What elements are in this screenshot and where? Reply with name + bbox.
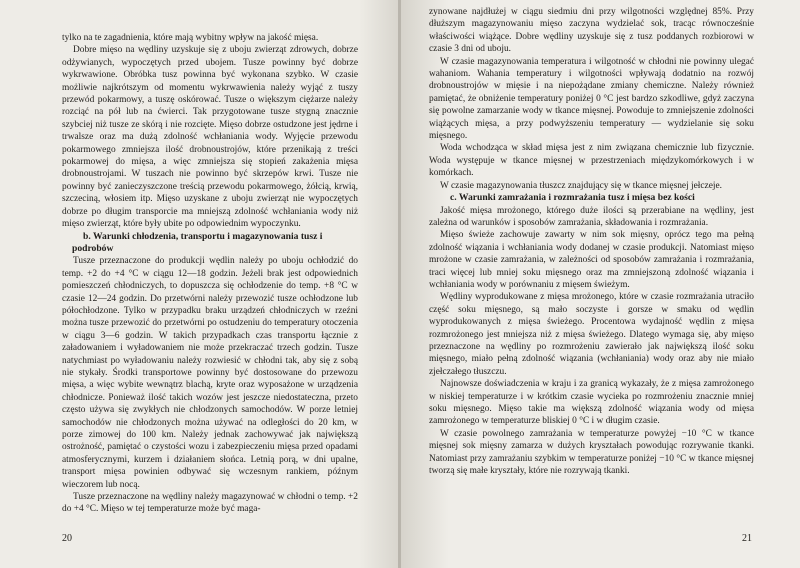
paragraph: Jakość mięsa mrożonego, którego duże ilości są przerabiane na wędliny, jest zależna od warunków i sposobów zamrażania, składowania i rozmrażania. xyxy=(429,205,754,228)
left-page-text xyxy=(62,32,358,516)
paragraph: tylko na te zagadnienia, które mają wybitny wpływ na jakość mięsa. xyxy=(62,33,319,43)
page-number: 21 xyxy=(742,533,752,544)
paragraph: Tusze przeznaczone na wędliny należy magazynować w chłodni o temp. +2 do +4 °C. Mięso w tej temperaturze może być maga- xyxy=(62,492,358,515)
section-heading-b: b. Warunki chłodzenia, transportu i magazynowania tusz i podrobów xyxy=(72,230,323,254)
paragraph: Mięso świeże zachowuje zawarty w nim sok mięsny, oprócz tego ma pełną zdolność wiązania i wchłaniania wody dodanej w czasie produkcji. Natomiast mięso mrożone w czasie zamrażania, w zależności od sposobów zamrażania i rozmrażania, traci więcej lub mniej soku mięsnego oraz ma zmniejszoną zdolność wiązania i wchłaniania wody w porównaniu z mięsem świeżym. xyxy=(429,230,754,290)
paragraph: W czasie powolnego zamrażania w temperaturze powyżej −10 °C w tkance mięsnej sok mięsny zamarza w dużych kryształach powodując rozrywanie tkanki. Natomiast przy zamrażaniu szybkim w temperaturze poniżej −10 °C w tkance mięsnej tworzą się małe kryształy, które nie rozrywają tkanki. xyxy=(429,428,754,477)
paragraph: Tusze przeznaczone do produkcji wędlin należy po uboju ochłodzić do temp. +2 do +4 °C w ciągu 12—18 godzin. Jeżeli brak jest odpowiednich pomieszczeń chłodniczych, to dopuszcza się ochłodzenie do temp. +8 °C w czasie 12—24 godzin. Do przetwórni należy przewozić tusze ochłodzone lub półochłodzone. Tylko w przypadku braku urządzeń chłodniczych w rzeźni można tusze przewozić do przetwórni po ostudzeniu do temperatury otoczenia w ciągu 3—6 godzin. W takich przypadkach czas transportu łącznie z załadowaniem i wyładowaniem nie może przekraczać trzech godzin. Tusze natychmiast po wyładowaniu należy rozwiesić w chłodni tak, aby się z sobą nie stykały. Środki transportowe powinny być dostosowane do przewozu mięsa, a więc wybite wewnątrz blachą, kryte oraz wyposażone w urządzenia chłodnicze. Ponieważ ilość takich wozów jest jeszcze niedostateczna, przeto często używa się zwykłych nie chłodzonych samochodów. W porze letniej samochodów nie chłodzonych można używać na odległości do 20 km, w porze zimowej do 100 km. Należy jednak zachowywać jak największą ostrożność, pamiętać o czystości wozu i zabezpieczeniu mięsa przed opadami atmosferycznymi, kurzem i działaniem słońca. Letnią porą, w dni upalne, transport mięsa powinien odbywać się wczesnym rankiem, późnym wieczorem lub nocą. xyxy=(62,256,358,490)
paragraph: W czasie magazynowania tłuszcz znajdujący się w tkance mięsnej jełczeje. xyxy=(440,180,722,191)
paragraph: Dobre mięso na wędliny uzyskuje się z uboju zwierząt zdrowych, dobrze odżywianych, wypoczętych przed ubojem. Tusze powinny być dobrze wykrwawione. Obróbka tusz powinna być wykonana szybko. W czasie możliwie najkrótszym od momentu wykrwawienia należy wyjąć z tuszy przewód pokarmowy, a tuszę oskórować. Tusze o większym ciężarze należy rozciąć na pół lub na ćwierci. Tak przygotowane tusze stygną znacznie szybciej niż tusze ze skórą i nie rozcięte. Mięso dobrze ostudzone jest jędrne i trwalsze oraz ma dużą zdolność wchłaniania wody. Wyjęcie przewodu pokarmowego zmniejsza ilość drobnoustrojów, które przenikają z treści pokarmowej do mięsa, a więc zmniejsza się stopień zakażenia mięsa drobnoustrojami. W tuszach nie powinno być skrzepów krwi. Tusze nie powinny być zanieczyszczone treścią przewodu pokarmowego, żółcią, krwią, szczeciną, włosiem itp. Mięso uzyskane z uboju zwierząt nie wypoczętych dobrze po długim transporcie ma mniejszą zdolność wchłaniania wody niż mięso zwierząt, które były ubite po odpowiednim wypoczynku. xyxy=(62,45,358,230)
page-number: 20 xyxy=(62,533,72,544)
left-page xyxy=(0,0,399,568)
paragraph: Najnowsze doświadczenia w kraju i za granicą wykazały, że z mięsa zamrożonego w niskiej temperaturze i w krótkim czasie wycieka po rozmrożeniu znacznie mniej soku mięsnego. Mięso takie ma większą zdolność wiązania wody od mięsa zamrożonego w temperaturze bliskiej 0 °C i w długim czasie. xyxy=(429,379,754,427)
paragraph: zynowane najdłużej w ciągu siedmiu dni przy wilgotności względnej 85%. Przy dłuższym magazynowaniu mięso zaczyna wydzielać sok, tracąc równocześnie właściwości wiążące. Dobre wędliny uzyskuje się z tusz poddanych rozbiorowi w czasie 3 dni od uboju. xyxy=(429,7,754,55)
paragraph: Woda wchodząca w skład mięsa jest z nim związana chemicznie lub fizycznie. Woda występuje w tkance mięsnej w przestrzeniach międzykomórkowych i w komórkach. xyxy=(429,143,754,179)
section-heading-c: c. Warunki zamrażania i rozmrażania tusz i mięsa bez kości xyxy=(450,192,695,204)
paragraph: Wędliny wyprodukowane z mięsa mrożonego, które w czasie rozmrażania utraciło część soku mięsnego, są mało soczyste i gorsze w smaku od wędlin wyprodukowanych z mięsa świeżego. Procentowa wydajność wędlin z mięsa rozmrożonego jest mniejsza niż z mięsa świeżego. Dlatego wymaga się, aby mięso przeznaczone na wędliny po rozmrożeniu zawierało jak największą ilość soku mięsnego, miało pełną zdolność wiązania (wchłaniania) wody oraz aby nie miało zjełczałego tłuszczu. xyxy=(429,292,754,377)
paragraph: W czasie magazynowania temperatura i wilgotność w chłodni nie powinny ulegać wahaniom. Wahania temperatury i wilgotności wpływają dodatnio na rozwój drobnoustrojów w mięsie i na niepożądane zmiany chemiczne. Należy również pamiętać, że obniżenie temperatury poniżej 0 °C jest bardzo szkodliwe, gdyż zaczyna się powolne zamarzanie wody w tkance mięsnej. Powoduje to zmniejszenie zdolności wiążących mięsa, a przy podwyższeniu temperatury — wydzielanie się soku mięsnego. xyxy=(429,56,754,142)
right-page-text xyxy=(429,6,754,477)
right-page xyxy=(401,0,800,568)
